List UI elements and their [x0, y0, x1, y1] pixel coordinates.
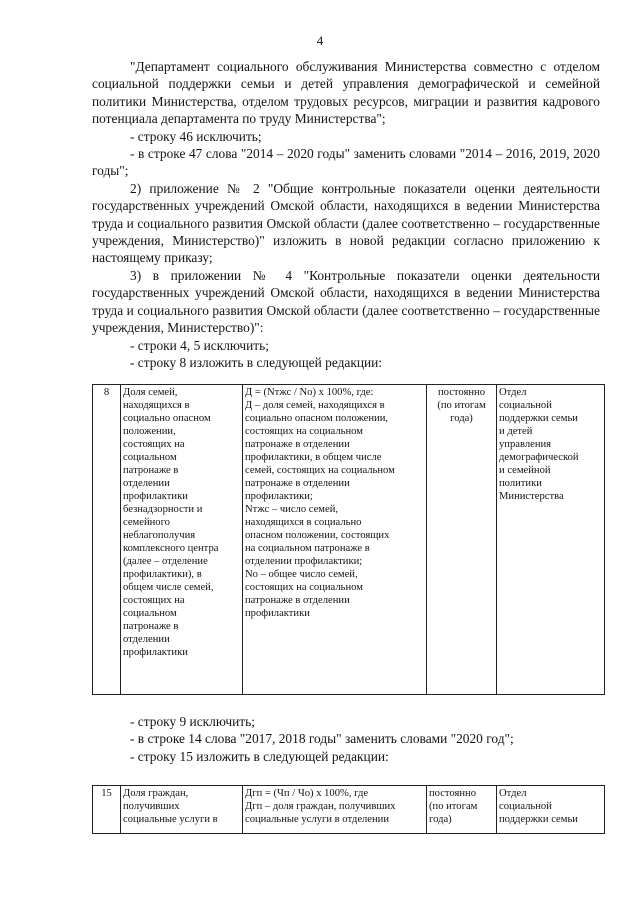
- cell-line: постоянно: [429, 788, 477, 799]
- cell-line: поддержки семьи: [499, 814, 578, 825]
- row-number-cell: 8: [93, 385, 121, 695]
- paragraph: - строки 4, 5 исключить;: [130, 337, 269, 353]
- formula-cell: [243, 385, 427, 695]
- formula-cell: [243, 786, 427, 834]
- cell-line: состоящих на: [123, 595, 185, 606]
- cell-line: (по итогам: [437, 400, 486, 411]
- indicator-cell: [121, 786, 243, 834]
- cell-line: патронаже в отделении: [245, 595, 350, 606]
- cell-line: (по итогам: [429, 801, 478, 812]
- cell-line: политики: [499, 478, 542, 489]
- cell-line: профилактики: [123, 491, 188, 502]
- cell-line: опасном положении, состоящих: [245, 530, 390, 541]
- cell-line: Министерства: [499, 491, 564, 502]
- cell-line: Д – доля семей, находящихся в: [245, 400, 385, 411]
- cell-line: управления: [499, 439, 552, 450]
- responsible-cell: [497, 385, 605, 695]
- cell-line: социальные услуги в отделении: [245, 814, 390, 825]
- cell-line: социально опасном: [123, 413, 211, 424]
- cell-line: Д = (Nтжс / Nо) х 100%, где:: [245, 387, 374, 398]
- cell-line: находящихся в социально: [245, 517, 362, 528]
- cell-line: социальном: [123, 452, 177, 463]
- cell-line: Отдел: [499, 387, 527, 398]
- paragraph: - строку 8 изложить в следующей редакции:: [130, 354, 383, 370]
- row-number-cell: 15: [93, 786, 121, 834]
- cell-line: патронаже в: [123, 465, 179, 476]
- cell-line: года): [450, 413, 473, 424]
- cell-line: неблагополучия: [123, 530, 196, 541]
- paragraph: - строку 9 исключить;: [130, 714, 255, 729]
- cell-line: патронаже в отделении: [245, 478, 350, 489]
- cell-line: Отдел: [499, 788, 527, 799]
- cell-line: Nтжс – число семей,: [245, 504, 339, 515]
- cell-line: постоянно: [437, 387, 486, 398]
- cell-line: безнадзорности и: [123, 504, 203, 515]
- paragraph: 3) в приложении № 4 "Контрольные показатели оценки деятельности государственных учреждений Омской области, находящихся в ведении Министерства труда и социального развития Омской области (далее соответственно – государственные учреждения, Министерство)":: [92, 267, 600, 336]
- indicator-cell: [121, 385, 243, 695]
- table-row-15: [92, 785, 605, 834]
- text-block-top: [92, 58, 600, 371]
- cell-line: Дгп – доля граждан, получивших: [245, 801, 396, 812]
- paragraph: 2) приложение № 2 "Общие контрольные показатели оценки деятельности государственных учреждений Омской области, находящихся в ведении Министерства труда и социального развития Омской области (далее соответственно – государственные учреждения, Министерство)" изложить в новой редакции согласно приложению к настоящему приказу;: [92, 180, 600, 266]
- cell-line: состоящих на социальном: [245, 426, 363, 437]
- cell-line: состоящих на: [123, 439, 185, 450]
- table-row: [93, 786, 605, 834]
- cell-line: семей, состоящих на социальном: [245, 465, 395, 476]
- cell-line: профилактики: [245, 608, 310, 619]
- cell-line: Доля семей,: [123, 387, 178, 398]
- cell-line: патронаже в: [123, 621, 179, 632]
- responsible-cell: [497, 786, 605, 834]
- paragraph: - строку 15 изложить в следующей редакции:: [130, 748, 389, 764]
- cell-line: и семейной: [499, 465, 551, 476]
- cell-line: Nо – общее число семей,: [245, 569, 358, 580]
- table-row-8: [92, 384, 605, 695]
- cell-line: профилактики), в: [123, 569, 202, 580]
- cell-line: состоящих на социальном: [245, 582, 363, 593]
- cell-line: находящихся в: [123, 400, 190, 411]
- cell-line: (далее – отделение: [123, 556, 208, 567]
- cell-line: семейного: [123, 517, 170, 528]
- cell-line: и детей: [499, 426, 533, 437]
- cell-line: Доля граждан,: [123, 788, 189, 799]
- paragraph: - в строке 14 слова "2017, 2018 годы" заменить словами "2020 год";: [130, 731, 514, 747]
- cell-line: отделении: [123, 634, 170, 645]
- cell-line: комплексного центра: [123, 543, 219, 554]
- cell-line: профилактики: [123, 647, 188, 658]
- cell-line: на социальном патронаже в: [245, 543, 370, 554]
- cell-line: отделении профилактики;: [245, 556, 363, 567]
- cell-line: Дгп = (Чп / Чо) х 100%, где: [245, 788, 369, 799]
- cell-line: профилактики;: [245, 491, 313, 502]
- cell-line: положении,: [123, 426, 176, 437]
- page-number: 4: [316, 33, 324, 48]
- cell-line: демографической: [499, 452, 579, 463]
- paragraph: "Департамент социального обслуживания Министерства совместно с отделом социальной поддержки семьи и детей управления демографической и семейной политики Министерства, отделом трудовых ресурсов, миграции и развития кадрового потенциала департамента по труду Министерства";: [92, 59, 600, 127]
- period-cell: [427, 786, 497, 834]
- cell-line: социальной: [499, 801, 552, 812]
- cell-line: поддержки семьи: [499, 413, 578, 424]
- cell-line: патронаже в отделении: [245, 439, 350, 450]
- cell-line: года): [429, 814, 452, 825]
- paragraph: - строку 46 исключить;: [130, 128, 262, 144]
- cell-line: социальные услуги в: [123, 814, 218, 825]
- cell-line: получивших: [123, 801, 180, 812]
- cell-line: отделении: [123, 478, 170, 489]
- cell-line: профилактики, в общем числе: [245, 452, 382, 463]
- cell-line: социальной: [499, 400, 552, 411]
- cell-line: общем числе семей,: [123, 582, 214, 593]
- period-cell: [427, 385, 497, 695]
- paragraph: - в строке 47 слова "2014 – 2020 годы" заменить словами "2014 – 2016, 2019, 2020 годы";: [92, 146, 600, 179]
- cell-line: социальном: [123, 608, 177, 619]
- text-block-bottom: [92, 713, 600, 765]
- table-row: [93, 385, 605, 695]
- cell-line: социально опасном положении,: [245, 413, 389, 424]
